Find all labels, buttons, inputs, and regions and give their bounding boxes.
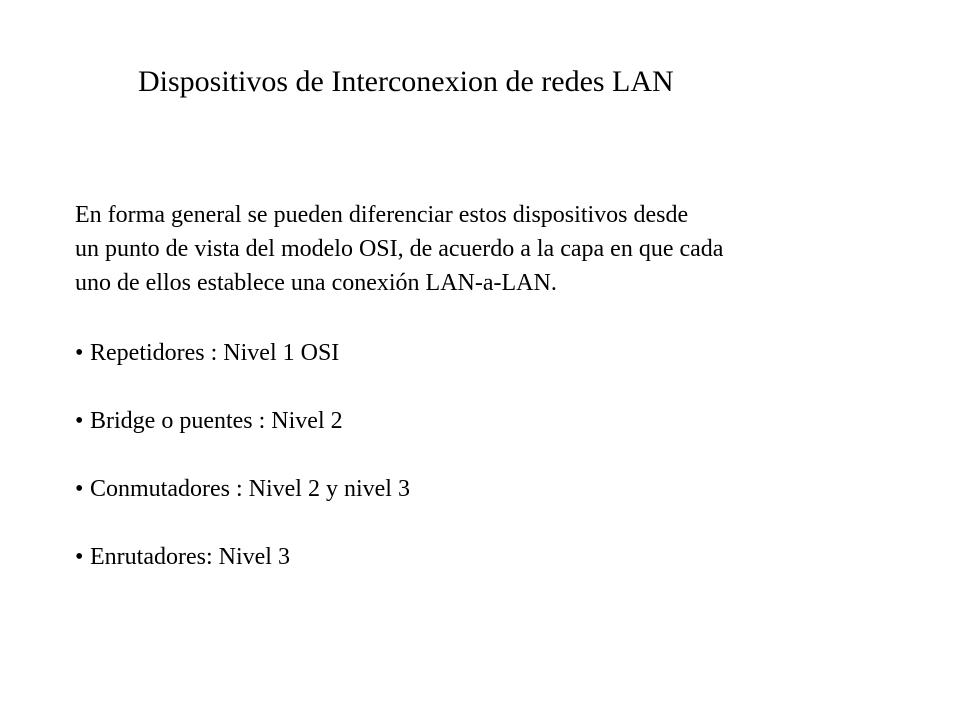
list-item-text: Bridge o puentes : Nivel 2 — [90, 408, 343, 434]
list-item — [75, 540, 410, 574]
bullet-icon: • — [75, 408, 84, 434]
list-item-text: Conmutadores : Nivel 2 y nivel 3 — [90, 476, 410, 502]
bullet-icon: • — [75, 476, 84, 502]
list-item — [75, 336, 410, 370]
bullet-icon: • — [75, 544, 84, 570]
slide-title: Dispositivos de Interconexion de redes LAN — [138, 65, 674, 98]
intro-line: uno de ellos establece una conexión LAN-a-LAN. — [75, 270, 557, 296]
list-item-text: Repetidores : Nivel 1 OSI — [90, 340, 340, 366]
intro-paragraph — [75, 198, 723, 300]
device-list — [75, 336, 410, 608]
list-item — [75, 472, 410, 506]
intro-line: un punto de vista del modelo OSI, de acuerdo a la capa en que cada — [75, 236, 724, 262]
list-item-text: Enrutadores: Nivel 3 — [90, 544, 290, 570]
intro-line: En forma general se pueden diferenciar estos dispositivos desde — [75, 202, 689, 228]
bullet-icon: • — [75, 340, 84, 366]
list-item — [75, 404, 410, 438]
